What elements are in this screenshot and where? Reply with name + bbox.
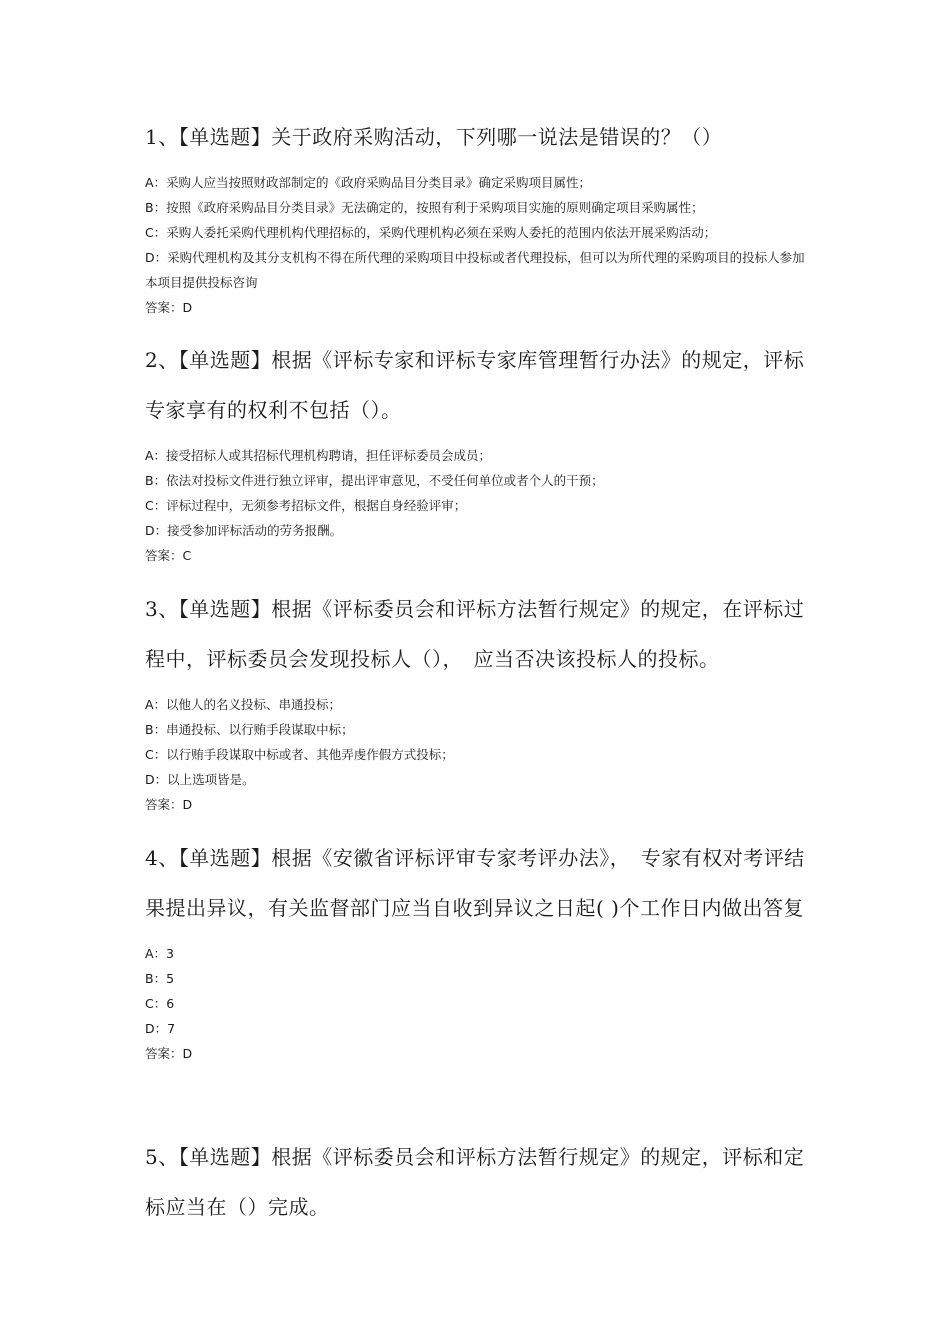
option-d: D：接受参加评标活动的劳务报酬。 bbox=[145, 523, 343, 538]
question-stem: 2、【单选题】根据《评标专家和评标专家库管理暂行办法》的规定，评标专家享有的权利不包括（）。 bbox=[145, 348, 805, 422]
option-c: C：采购人委托采购代理机构代理招标的，采购代理机构必须在采购人委托的范围内依法开展采购活动； bbox=[145, 225, 717, 240]
option-b: B：依法对投标文件进行独立评审，提出评审意见，不受任何单位或者个人的干预； bbox=[145, 473, 604, 488]
option-list bbox=[145, 170, 815, 295]
question-3 bbox=[145, 584, 815, 817]
question-1 bbox=[145, 112, 815, 320]
question-stem: 4、【单选题】根据《安徽省评标评审专家考评办法》， 专家有权对考评结果提出异议，有关监督部门应当自收到异议之日起( )个工作日内做出答复 bbox=[145, 846, 805, 920]
question-4 bbox=[145, 833, 815, 1066]
option-b: B：按照《政府采购品目分类目录》无法确定的，按照有利于采购项目实施的原则确定项目采购属性； bbox=[145, 200, 704, 215]
answer: 答案：C bbox=[145, 548, 192, 563]
option-c: C：以行贿手段谋取中标或者、其他弄虔作假方式投标； bbox=[145, 747, 454, 762]
option-d: D：7 bbox=[145, 1021, 176, 1036]
question-2 bbox=[145, 335, 815, 568]
option-a: A：采购人应当按照财政部制定的《政府采购品目分类目录》确定采购项目属性； bbox=[145, 175, 592, 190]
question-stem: 5、【单选题】根据《评标委员会和评标方法暂行规定》的规定，评标和定标应当在（）完成。 bbox=[145, 1145, 805, 1219]
option-a: A：3 bbox=[145, 946, 175, 961]
option-list bbox=[145, 692, 815, 792]
answer: 答案：D bbox=[145, 300, 193, 315]
answer: 答案：D bbox=[145, 1046, 193, 1061]
option-d: D：以上选项皆是。 bbox=[145, 772, 255, 787]
option-list bbox=[145, 443, 815, 543]
option-b: B：串通投标、以行贿手段谋取中标； bbox=[145, 722, 354, 737]
option-a: A：以他人的名义投标、串通投标； bbox=[145, 697, 342, 712]
option-c: C：6 bbox=[145, 996, 175, 1011]
option-b: B：5 bbox=[145, 971, 175, 986]
option-c: C：评标过程中，无须参考招标文件，根据自身经验评审； bbox=[145, 498, 467, 513]
question-stem: 1、【单选题】关于政府采购活动，下列哪一说法是错误的？（） bbox=[145, 125, 723, 149]
option-a: A：接受招标人或其招标代理机构聘请，担任评标委员会成员； bbox=[145, 448, 492, 463]
answer: 答案：D bbox=[145, 797, 193, 812]
question-stem: 3、【单选题】根据《评标委员会和评标方法暂行规定》的规定，在评标过程中，评标委员会发现投标人（）， 应当否决该投标人的投标。 bbox=[145, 597, 805, 671]
option-list bbox=[145, 941, 815, 1041]
question-5 bbox=[145, 1132, 815, 1232]
option-d: D：采购代理机构及其分支机构不得在所代理的采购项目中投标或者代理投标，但可以为所代理的采购项目的投标人参加本项目提供投标咨询 bbox=[145, 250, 805, 290]
